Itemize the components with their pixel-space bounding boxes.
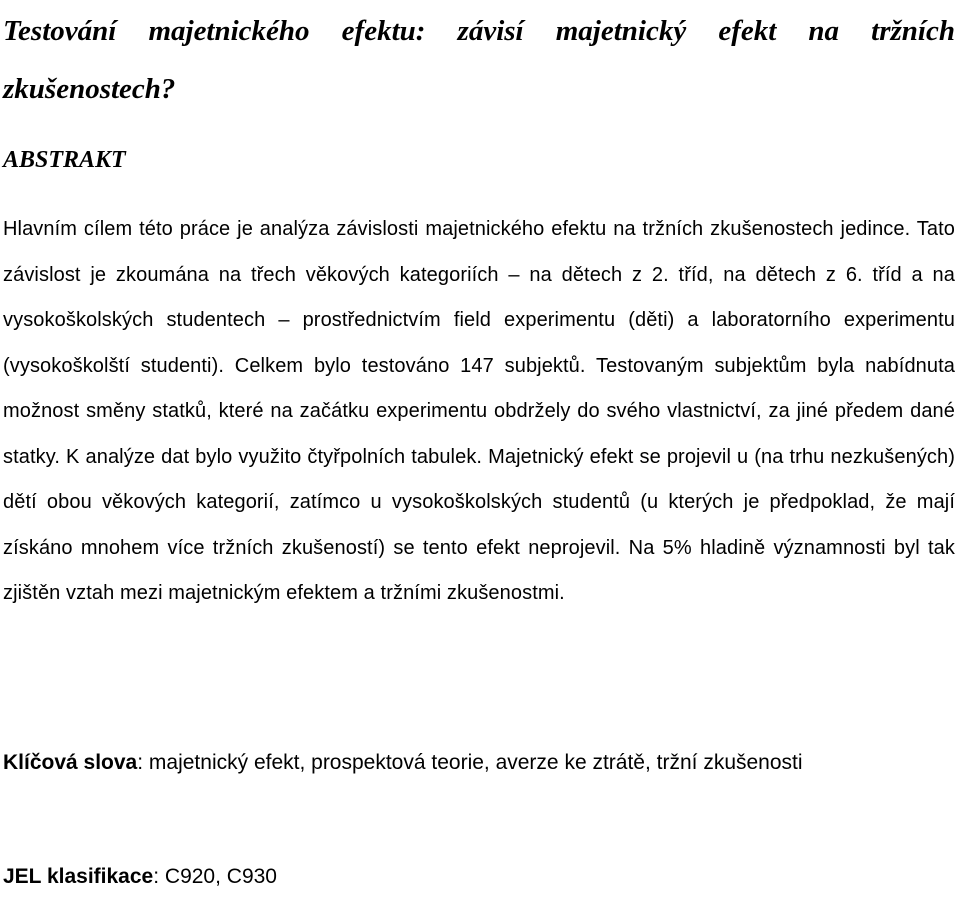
- abstract-body: Hlavním cílem této práce je analýza závislosti majetnického efektu na tržních zkušenostech jedince. Tato závislost je zkoumána na třech věkových kategoriích – na dětech z 2. tříd, na dětech z 6. tříd a na vysokoškolských studentech – prostřednictvím field experimentu (děti) a laboratorního experimentu (vysokoškolští studenti). Celkem bylo testováno 147 subjektů. Testovaným subjektům byla nabídnuta možnost směny statků, které na začátku experimentu obdržely do svého vlastnictví, za jiné předem dané statky. K analýze dat bylo využito čtyřpolních tabulek. Majetnický efekt se projevil u (na trhu nezkušených) dětí obou věkových kategorií, zatímco u vysokoškolských studentů (u kterých je předpoklad, že mají získáno mnohem více tržních zkušeností) se tento efekt neprojevil. Na 5% hladině významnosti byl tak zjištěn vztah mezi majetnickým efektem a tržními zkušenostmi.: [3, 218, 955, 604]
- jel-paragraph: [3, 862, 277, 892]
- abstract-heading: ABSTRAKT: [3, 147, 126, 173]
- keywords-paragraph: [3, 740, 955, 785]
- keywords-label: Klíčová slova: [3, 751, 138, 774]
- jel-label: JEL klasifikace: [3, 865, 154, 888]
- document-page: [3, 0, 955, 888]
- jel-value: C920, C930: [159, 865, 277, 888]
- paper-title: Testování majetnického efektu: závisí majetnický efekt na tržních zkušenostech?: [3, 15, 955, 105]
- keywords-separator: :: [137, 751, 144, 774]
- jel-separator: :: [153, 865, 160, 888]
- keywords-value: majetnický efekt, prospektová teorie, averze ke ztrátě, tržní zkušenosti: [143, 751, 803, 774]
